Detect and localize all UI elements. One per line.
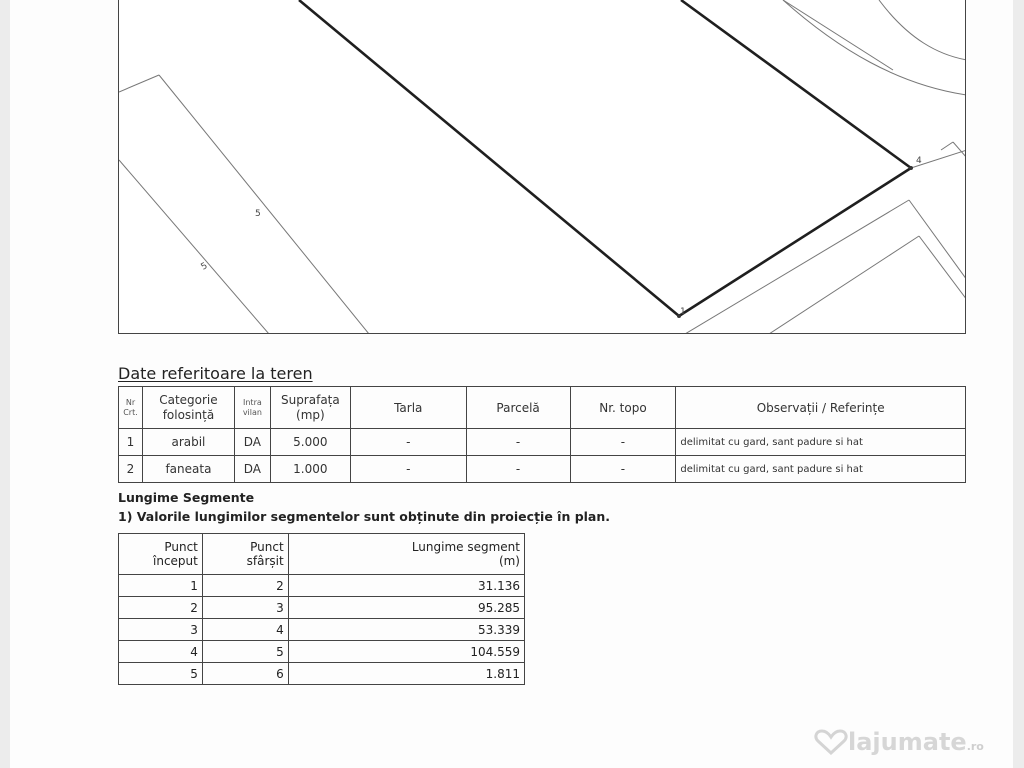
watermark-brand: lajumate: [848, 728, 967, 756]
cell-obs: delimitat cu gard, sant padure si hat: [676, 456, 966, 483]
cell-start: 1: [119, 575, 203, 597]
cell-topo: -: [570, 456, 676, 483]
cell-parcela: -: [466, 456, 570, 483]
land-header-row: [119, 387, 966, 429]
parcel-boundary: [299, 0, 911, 316]
segment-row: [119, 575, 525, 597]
cell-length: 104.559: [288, 641, 524, 663]
header-category: Categorie folosință: [142, 387, 234, 429]
cell-tarla: -: [350, 456, 466, 483]
cell-length: 53.339: [288, 619, 524, 641]
cell-start: 5: [119, 663, 203, 685]
segments-title: Lungime Segmente: [118, 490, 255, 505]
cell-intravilan: DA: [234, 429, 270, 456]
cell-parcela: -: [466, 429, 570, 456]
header-tarla: Tarla: [350, 387, 466, 429]
header-topo: Nr. topo: [570, 387, 676, 429]
neighbor-curve: [783, 0, 966, 95]
point-label-5: 5: [255, 209, 261, 219]
land-data-table: [118, 386, 966, 483]
header-start-point: Punct început: [119, 534, 203, 575]
neighbor-line: [783, 0, 893, 70]
plan-drawing: [119, 0, 966, 334]
neighbor-line: [953, 142, 966, 158]
header-obs: Observații / Referințe: [676, 387, 966, 429]
lajumate-watermark: [814, 722, 1014, 762]
point-label-4: 4: [916, 156, 922, 166]
cell-end: 2: [202, 575, 288, 597]
vertex-4-marker: [909, 166, 913, 170]
cell-start: 2: [119, 597, 203, 619]
heart-logo-icon: [814, 729, 848, 755]
cell-end: 3: [202, 597, 288, 619]
segments-header-row: [119, 534, 525, 575]
cell-start: 3: [119, 619, 203, 641]
header-parcela: Parcelă: [466, 387, 570, 429]
cell-area: 1.000: [270, 456, 350, 483]
cell-category: arabil: [142, 429, 234, 456]
land-row: [119, 429, 966, 456]
segment-row: [119, 663, 525, 685]
cell-length: 1.811: [288, 663, 524, 685]
neighbor-curve: [879, 0, 966, 60]
cell-start: 4: [119, 641, 203, 663]
cell-nr: 2: [119, 456, 143, 483]
point-label-1: 1: [680, 307, 686, 317]
neighbor-line: [769, 236, 919, 334]
segment-row: [119, 597, 525, 619]
cell-length: 31.136: [288, 575, 524, 597]
neighbor-line: [159, 75, 369, 334]
cell-nr: 1: [119, 429, 143, 456]
neighbor-line: [941, 142, 953, 150]
cell-tarla: -: [350, 429, 466, 456]
cell-intravilan: DA: [234, 456, 270, 483]
neighbor-line: [685, 200, 909, 334]
cell-end: 5: [202, 641, 288, 663]
cell-area: 5.000: [270, 429, 350, 456]
land-data-title: Date referitoare la teren: [118, 364, 313, 383]
header-nr: Nr Crt.: [119, 387, 143, 429]
header-length: Lungime segment (m): [288, 534, 524, 575]
point-label-5b: 5: [199, 261, 210, 273]
cell-length: 95.285: [288, 597, 524, 619]
header-end-point: Punct sfârșit: [202, 534, 288, 575]
header-intravilan: Intra vilan: [234, 387, 270, 429]
neighbor-line: [119, 160, 269, 334]
segments-table: [118, 533, 525, 685]
watermark-tld: .ro: [966, 739, 984, 753]
cell-topo: -: [570, 429, 676, 456]
segment-row: [119, 619, 525, 641]
cell-end: 4: [202, 619, 288, 641]
land-row: [119, 456, 966, 483]
cell-obs: delimitat cu gard, sant padure si hat: [676, 429, 966, 456]
neighbor-line: [909, 200, 966, 280]
segment-row: [119, 641, 525, 663]
cadastral-plan: [118, 0, 966, 334]
header-area: Suprafața (mp): [270, 387, 350, 429]
segments-note: 1) Valorile lungimilor segmentelor sunt obținute din proiecție în plan.: [118, 509, 611, 524]
cell-category: faneata: [142, 456, 234, 483]
cell-end: 6: [202, 663, 288, 685]
neighbor-line: [119, 75, 159, 92]
